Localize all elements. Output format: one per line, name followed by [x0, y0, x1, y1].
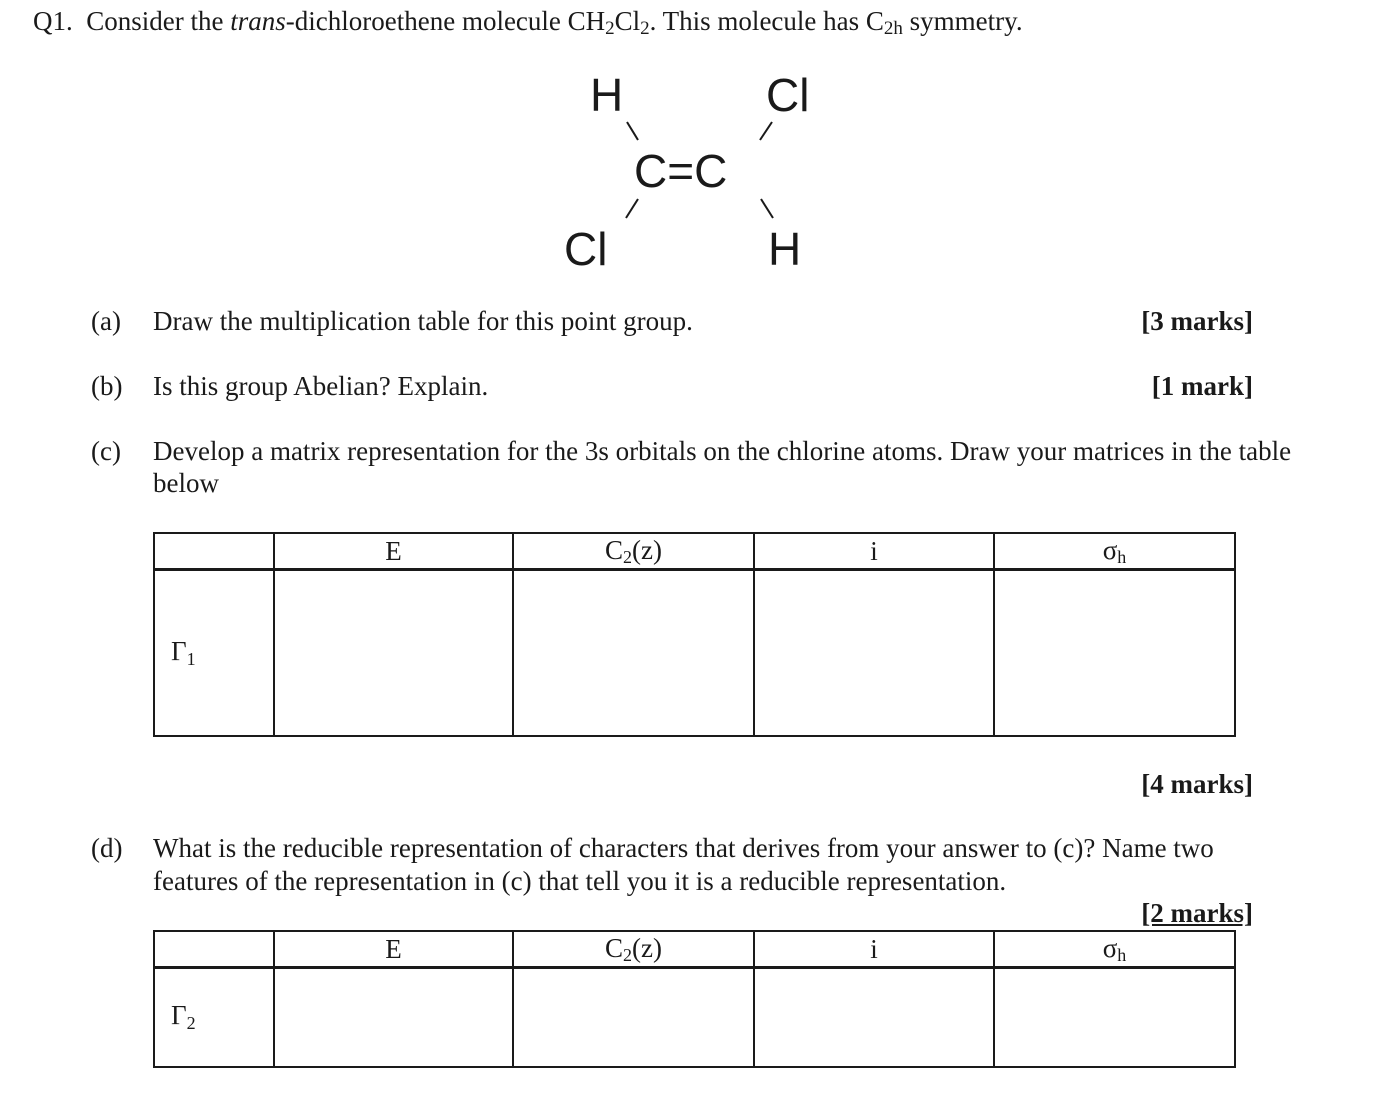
header-e: E: [274, 931, 513, 968]
bond-cl-c-top: [760, 122, 772, 140]
representation-table-1: [153, 532, 1236, 737]
bond-lines: [540, 60, 860, 290]
part-b-text: Is this group Abelian? Explain.: [153, 371, 489, 401]
part-a-marks: [3 marks]: [1141, 306, 1253, 336]
part-c-label: (c): [91, 436, 121, 466]
molecule-diagram: [540, 60, 860, 290]
bond-h-c-bottom: [761, 199, 773, 218]
representation-table-2: [153, 930, 1236, 1068]
answer-cell-c2z[interactable]: [513, 968, 754, 1067]
part-d-marks: [2 marks]: [1141, 898, 1253, 928]
header-sigma-h: σh: [994, 533, 1235, 570]
header-i: i: [754, 533, 994, 570]
part-d-text-line1: What is the reducible representation of characters that derives from your answer to (c)? Name two: [153, 833, 1214, 863]
table-row: [154, 570, 1235, 736]
part-d-text-line2: features of the representation in (c) that tell you it is a reducible representation.: [153, 866, 1007, 896]
atom-carbon-double-bond: C=C: [634, 145, 728, 197]
row-label-gamma-2: Γ2: [154, 968, 274, 1067]
header-sigma-h: σh: [994, 931, 1235, 968]
header-c2z: C2(z): [513, 533, 754, 570]
part-b-label: (b): [91, 371, 123, 401]
part-b-marks: [1 mark]: [1151, 371, 1253, 401]
answer-cell-e[interactable]: [274, 570, 513, 736]
part-a-label: (a): [91, 306, 121, 336]
table-header-row: [154, 533, 1235, 570]
answer-cell-c2z[interactable]: [513, 570, 754, 736]
answer-cell-sigma-h[interactable]: [994, 968, 1235, 1067]
part-d-label: (d): [91, 833, 123, 863]
table-corner-cell: [154, 931, 274, 968]
part-c-text-line1: Develop a matrix representation for the 3s orbitals on the chlorine atoms. Draw your matrices in the table: [153, 436, 1292, 466]
bond-cl-c-bottom: [626, 199, 638, 218]
header-i: i: [754, 931, 994, 968]
answer-cell-sigma-h[interactable]: [994, 570, 1235, 736]
part-c-marks: [4 marks]: [1141, 769, 1253, 799]
part-c-text-line2: below: [153, 468, 219, 498]
header-c2z: C2(z): [513, 931, 754, 968]
bond-h-c-top: [627, 122, 638, 140]
answer-cell-i[interactable]: [754, 968, 994, 1067]
table-corner-cell: [154, 533, 274, 570]
answer-cell-i[interactable]: [754, 570, 994, 736]
table-row: [154, 968, 1235, 1067]
atom-cl-bottom-left: Cl: [564, 223, 608, 275]
table-header-row: [154, 931, 1235, 968]
question-title: Q1. Consider the trans-dichloroethene molecule $CH_2Cl_2$. This molecule has $C_{2h}$ symmetry.: [33, 6, 1023, 39]
header-e: E: [274, 533, 513, 570]
atom-h-bottom-right: H: [768, 223, 802, 275]
question-number: Q1.: [33, 6, 73, 36]
answer-cell-e[interactable]: [274, 968, 513, 1067]
row-label-gamma-1: Γ1: [154, 570, 274, 736]
atom-cl-top-right: Cl: [766, 69, 810, 121]
part-a-text: Draw the multiplication table for this point group.: [153, 306, 693, 336]
atom-h-top-left: H: [590, 69, 624, 121]
